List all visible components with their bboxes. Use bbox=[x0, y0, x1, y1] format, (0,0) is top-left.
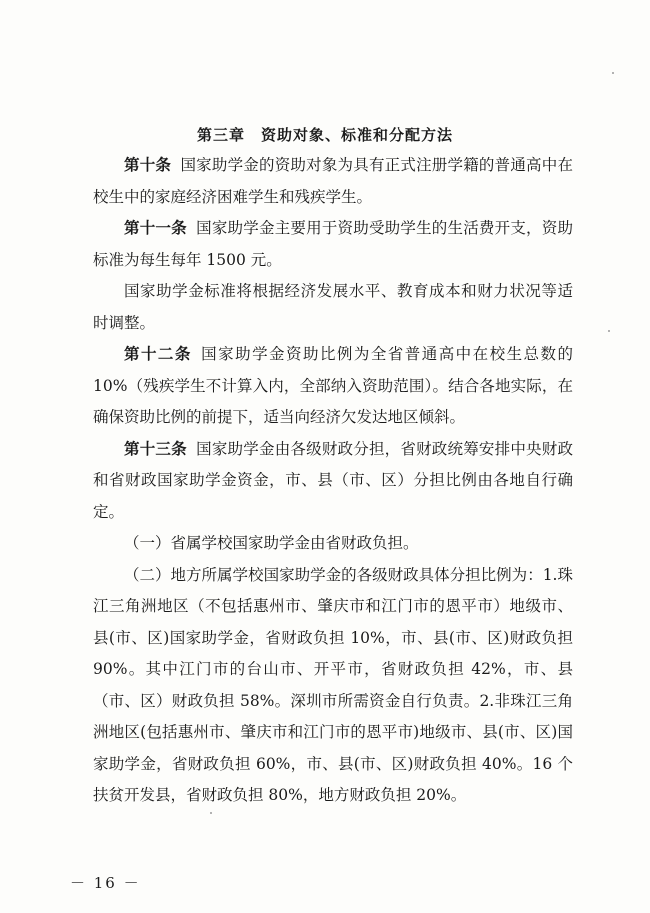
article-text: 国家助学金的资助对象为具有正式注册学籍的普通高中在校生中的家庭经济困难学生和残疾学生。 bbox=[93, 156, 573, 206]
article-12 bbox=[93, 339, 573, 434]
article-text: 国家助学金由各级财政分担，省财政统筹安排中央财政和省财政国家助学金资金，市、县（市、区）分担比例由各地自行确定。 bbox=[93, 439, 573, 521]
page-number: － 16 － bbox=[70, 874, 141, 892]
clause-2 bbox=[93, 560, 573, 812]
article-text: 国家助学金资助比例为全省普通高中在校生总数的 10%（残疾学生不计算入内，全部纳入资助范围）。结合各地实际，在确保资助比例的前提下，适当向经济欠发达地区倾斜。 bbox=[93, 345, 573, 426]
chapter-title: 第三章 资助对象、标准和分配方法 bbox=[196, 126, 453, 144]
scan-speck bbox=[612, 72, 614, 74]
article-13 bbox=[93, 434, 573, 529]
scan-speck bbox=[210, 812, 212, 814]
document-body bbox=[93, 150, 573, 812]
article-text: 国家助学金主要用于资助受助学生的生活费开支，资助标准为每生每年 1500 元。 bbox=[93, 219, 573, 269]
paragraph-text: （二）地方所属学校国家助学金的各级财政具体分担比例为：1.珠江三角洲地区（不包括惠州市、肇庆市和江门市的恩平市）地级市、县(市、区)国家助学金，省财政负担 10%，市、县(市、区)财政负担 90%。其中江门市的台山市、开平市，省财政负担 42%，市、县（市、区）财政负担 58%。深圳市所需资金自行负责。2.非珠江三角洲地区(包括惠州市、肇庆市和江门市的恩平市)地级市、县(市、区)国家助学金，省财政负担 60%，市、县(市、区)财政负担 40%。16 个扶贫开发县，省财政负担 80%，地方财政负担 20%。 bbox=[93, 565, 573, 804]
article-10 bbox=[93, 150, 573, 213]
article-label: 第十二条 bbox=[124, 345, 192, 363]
article-label: 第十一条 bbox=[124, 219, 187, 237]
scan-speck bbox=[608, 330, 610, 332]
paragraph-text: （一）省属学校国家助学金由省财政负担。 bbox=[124, 534, 419, 552]
article-11-continuation bbox=[93, 276, 573, 339]
clause-1 bbox=[93, 528, 573, 560]
paragraph-text: 国家助学金标准将根据经济发展水平、教育成本和财力状况等适时调整。 bbox=[93, 282, 573, 332]
article-label: 第十三条 bbox=[124, 439, 187, 458]
article-11 bbox=[93, 213, 573, 276]
article-label: 第十条 bbox=[124, 156, 172, 174]
